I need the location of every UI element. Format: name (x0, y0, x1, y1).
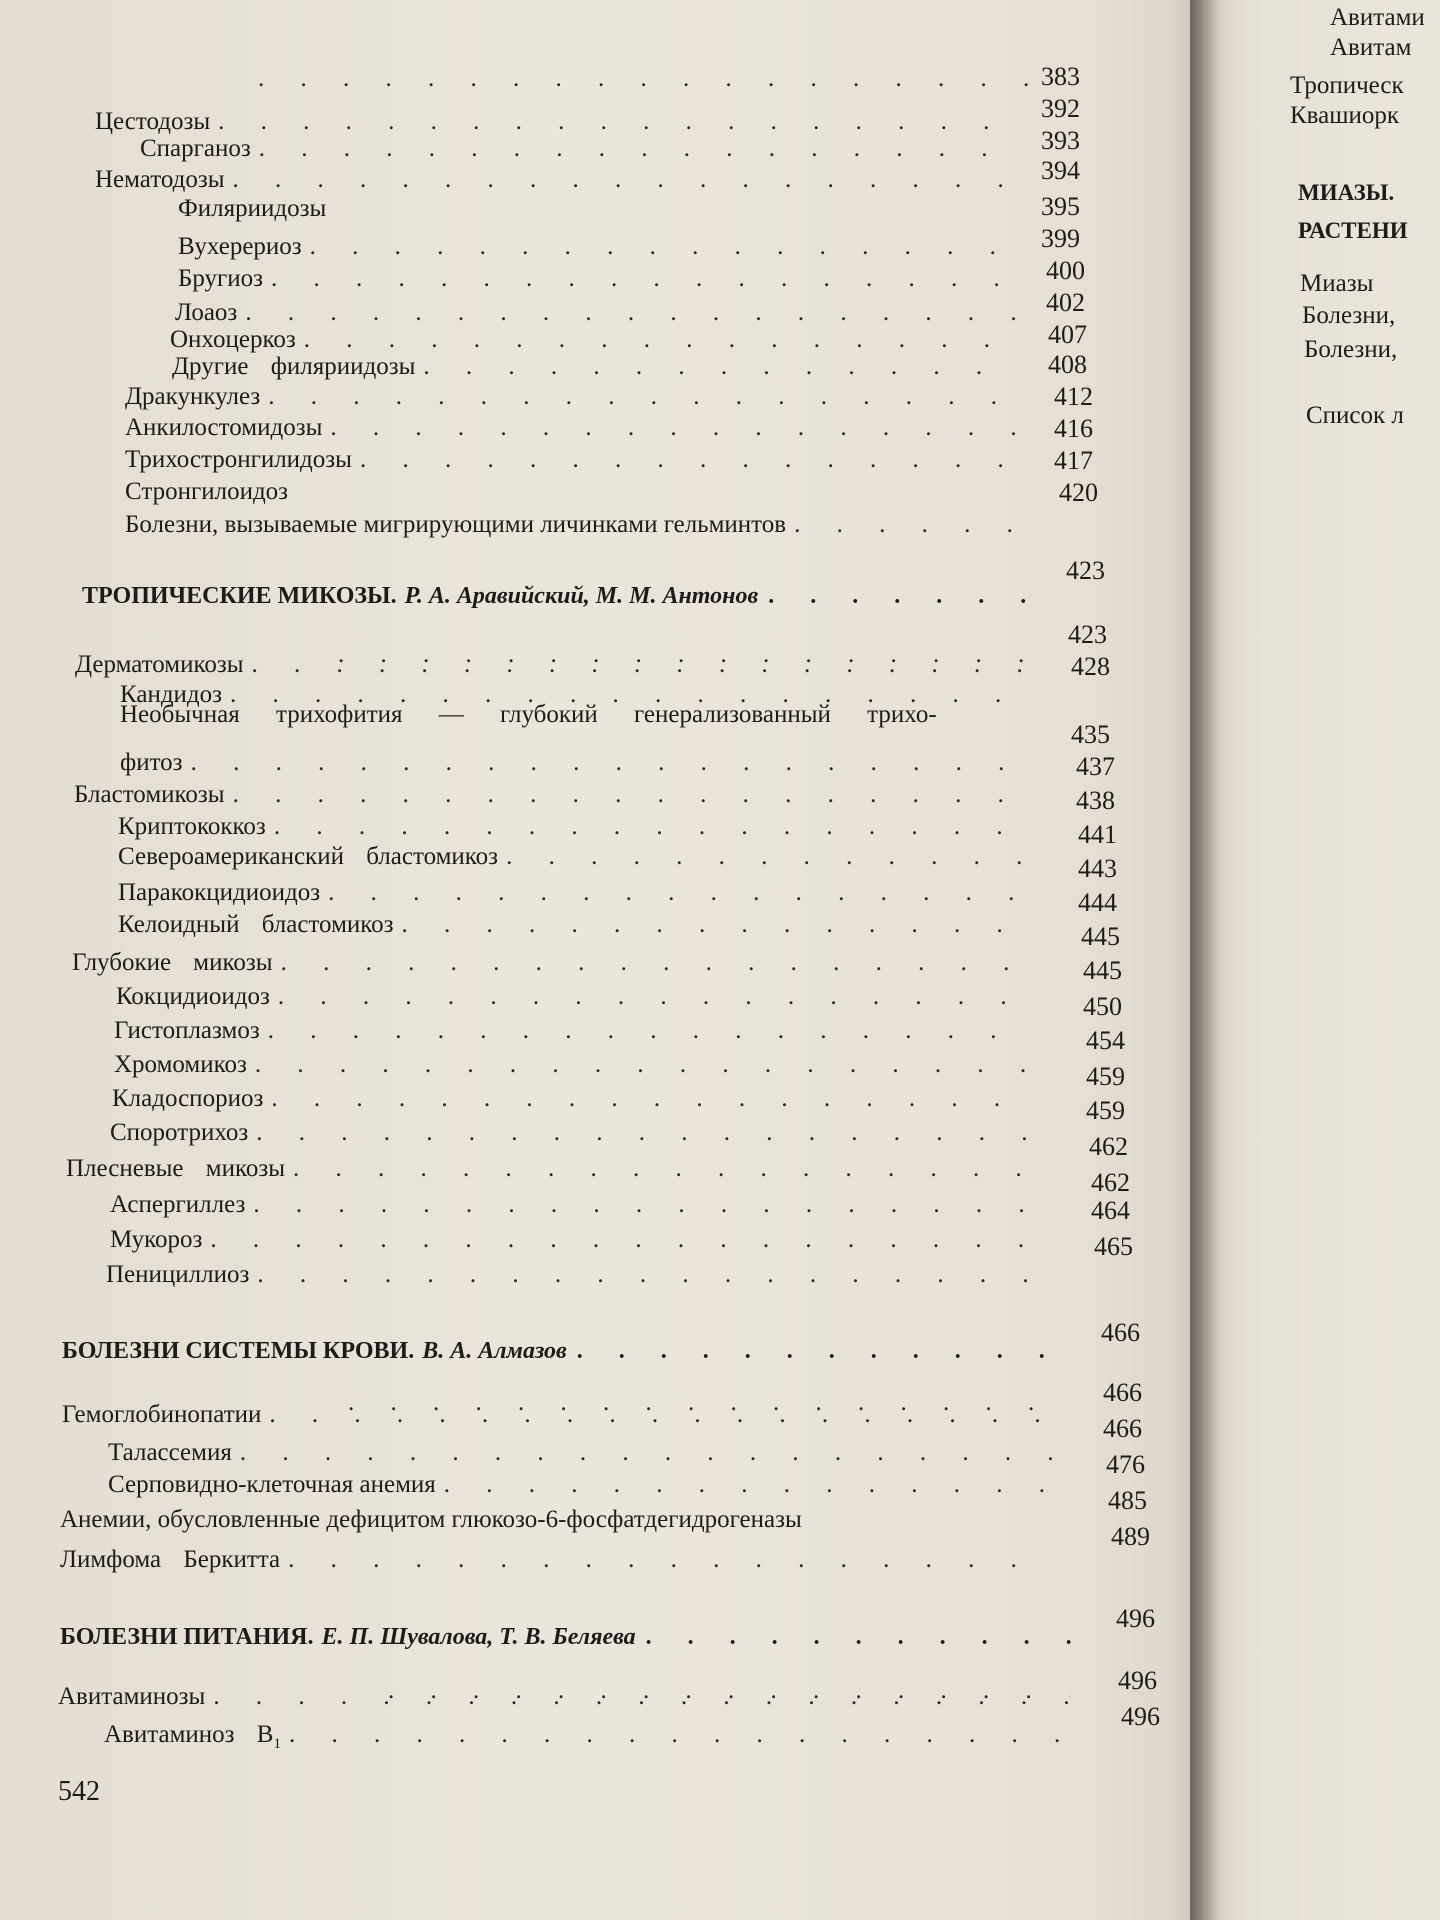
page-ref: 489 (1111, 1522, 1150, 1551)
page-ref: 454 (1086, 1026, 1125, 1055)
toc-entry: Аспергиллез . . . (110, 1190, 1046, 1220)
toc-entry: Кандидоз . . . (120, 680, 1035, 710)
toc-entry: Онхоцеркоз . . . (170, 325, 1030, 355)
page-ref: 399 (1041, 224, 1080, 253)
right-page-line: Авитами (1330, 4, 1425, 31)
page-ref: 437 (1076, 752, 1115, 781)
right-page-heading: МИАЗЫ. (1298, 180, 1395, 205)
page-ref: 496 (1121, 1702, 1160, 1731)
toc-entry: Плесневые микозы . . . (66, 1154, 1046, 1184)
toc-entry: Лимфома Беркитта . . . (60, 1545, 1065, 1575)
section-title-blood: БОЛЕЗНИ СИСТЕМЫ КРОВИ. В. А. Алмазов . . . (62, 1338, 1062, 1365)
toc-entry: Хромомикоз . . . (114, 1050, 1044, 1080)
page-ref: 383 (1041, 62, 1080, 91)
page-ref: 444 (1078, 888, 1117, 917)
toc-entry: Нематодозы . . . (95, 165, 1030, 195)
toc-entry: Бругиоз . . . (178, 264, 1030, 294)
toc-entry: Споротрихоз . . . (110, 1118, 1044, 1148)
toc-entry: Спарганоз . . . (140, 134, 1030, 164)
right-page-line: Болезни, (1302, 302, 1396, 329)
toc-entry: Цестодозы . . . (95, 107, 1030, 137)
page-ref: 496 (1118, 1666, 1157, 1695)
toc-entry: Другие филяриидозы . . . (172, 352, 1030, 382)
page-ref: 395 (1041, 192, 1080, 221)
page-ref: 462 (1089, 1132, 1128, 1161)
page-ref: 441 (1078, 820, 1117, 849)
page-ref: 459 (1086, 1096, 1125, 1125)
page-ref: 485 (1108, 1486, 1147, 1515)
right-page-line: Список л (1306, 402, 1404, 429)
toc-entry: Пенициллиоз . . . (106, 1260, 1048, 1290)
page-ref: 476 (1106, 1450, 1145, 1479)
toc-entry: Авитаминоз $B_1$ . . . (104, 1720, 1080, 1759)
toc-entry: Мукороз . . . (110, 1225, 1048, 1255)
toc-entry: Гистоплазмоз . . . (114, 1016, 1042, 1046)
right-page-line: Болезни, (1304, 336, 1398, 363)
page-ref: 466 (1103, 1414, 1142, 1443)
page-ref: 435 (1071, 720, 1110, 749)
page-ref: 417 (1054, 446, 1093, 475)
toc-entry: Гемоглобинопатии . . . (62, 1400, 1062, 1430)
page-ref: 394 (1041, 156, 1080, 185)
page-ref: 423 (1068, 620, 1107, 649)
page-ref: 466 (1103, 1378, 1142, 1407)
toc-entry (250, 64, 1040, 94)
toc-entry: Глубокие микозы . . . (72, 948, 1042, 978)
toc-entry: Паракокцидиоидоз . . . (118, 878, 1040, 908)
page-ref: 393 (1041, 126, 1080, 155)
page-ref: 445 (1081, 922, 1120, 951)
toc-entry: Криптококкоз . . . (118, 812, 1040, 842)
toc-entry: Стронгилоидоз (125, 478, 289, 505)
page-ref: 428 (1071, 652, 1110, 681)
toc-entry: Лоаоз . . . (175, 298, 1030, 328)
toc-entry: Дракункулез . . . (125, 382, 1030, 412)
toc-entry: Вухерериоз . . . (178, 232, 1030, 262)
page-ref: 402 (1046, 288, 1085, 317)
page-ref: 465 (1094, 1232, 1133, 1261)
page-ref: 462 (1091, 1168, 1130, 1197)
toc-entry: Филяриидозы (178, 195, 327, 222)
page-ref: 496 (1116, 1604, 1155, 1633)
section-title-nutrition: БОЛЕЗНИ ПИТАНИЯ. Е. П. Шувалова, Т. В. Беляева . . . (60, 1624, 1080, 1651)
toc-entry-wrapped: Необычная трихофития — глубокий генерализованный трихо- (120, 701, 937, 728)
page-ref: 443 (1078, 854, 1117, 883)
toc-entry: Кокцидиоидоз . . . (116, 982, 1042, 1012)
page-ref: 412 (1054, 382, 1093, 411)
toc-entry: Кладоспориоз . . . (112, 1084, 1044, 1114)
toc-entry: фитоз . . . (120, 748, 1035, 778)
section-title-mycoses: ТРОПИЧЕСКИЕ МИКОЗЫ. Р. А. Аравийский, М. М. Антонов . . . (82, 583, 1032, 610)
toc-entry: Талассемия . . . (108, 1438, 1063, 1468)
page-ref: 438 (1076, 786, 1115, 815)
page-ref: 450 (1083, 992, 1122, 1021)
page-ref: 407 (1048, 320, 1087, 349)
page-ref: 400 (1046, 256, 1085, 285)
page-ref: 464 (1091, 1196, 1130, 1225)
toc-entry: Серповидно-клеточная анемия . . . (108, 1470, 1063, 1500)
right-page-line: Квашиорк (1290, 102, 1400, 129)
toc-entry: Бластомикозы . . . (74, 780, 1040, 810)
right-page (1200, 0, 1440, 1920)
toc-entry: Келоидный бластомикоз . . . (118, 910, 1040, 940)
toc-entry: Трихостронгилидозы . . . (125, 445, 1030, 475)
page-ref: 466 (1101, 1318, 1140, 1347)
page-ref: 392 (1041, 94, 1080, 123)
page-ref: 423 (1066, 556, 1105, 585)
toc-entry: Анкилостомидозы . . . (125, 413, 1030, 443)
page-ref: 416 (1054, 414, 1093, 443)
toc-entry: Болезни, вызываемые мигрирующими личинками гельминтов . . . (125, 510, 1030, 540)
toc-entry: Североамериканский бластомикоз . . . (118, 842, 1040, 872)
page-ref: 459 (1086, 1062, 1125, 1091)
page-number: 542 (58, 1776, 100, 1807)
right-page-line: Тропическ (1290, 72, 1404, 99)
page-ref: 420 (1059, 478, 1098, 507)
right-page-heading: РАСТЕНИ (1298, 218, 1408, 243)
toc-entry: Авитаминозы . . . (58, 1682, 1080, 1712)
toc-entry: Дерматомикозы . . . (75, 650, 1035, 680)
right-page-line: Миазы (1300, 270, 1374, 297)
page-ref: 408 (1048, 350, 1087, 379)
right-page-line: Авитам (1330, 34, 1412, 61)
toc-entry: Анемии, обусловленные дефицитом глюкозо-6-фосфатдегидрогеназы (60, 1506, 802, 1533)
page-ref: 445 (1083, 956, 1122, 985)
